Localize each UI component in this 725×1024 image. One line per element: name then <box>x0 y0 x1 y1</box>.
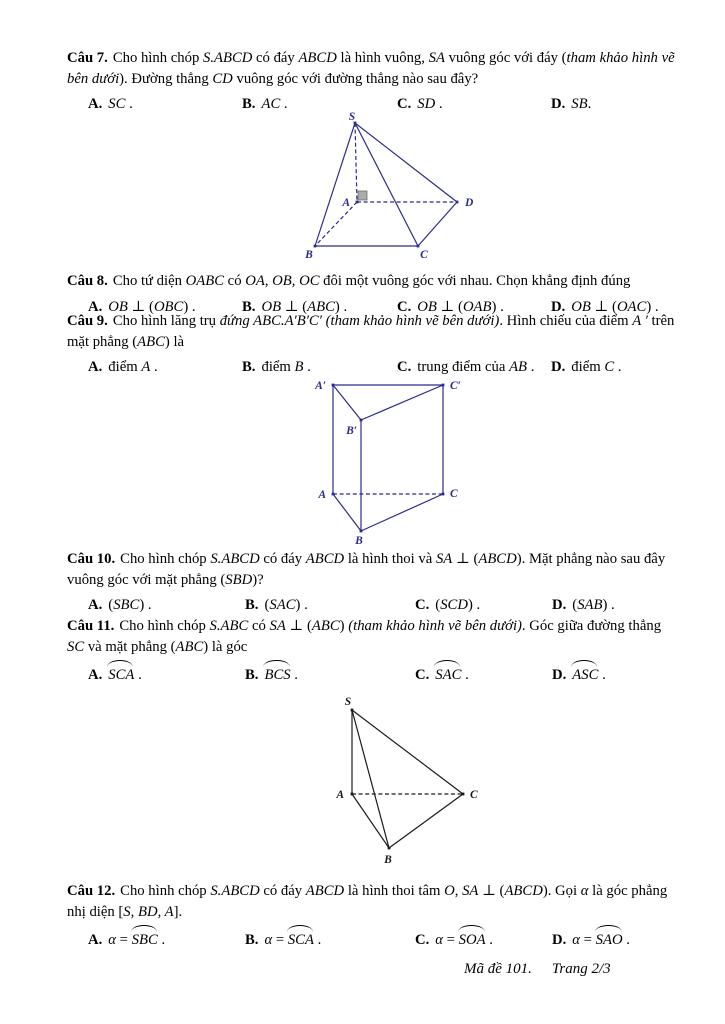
option-text: . <box>157 932 166 949</box>
stem-run: )? <box>252 571 264 588</box>
stem-run: ABC <box>175 638 204 655</box>
stem-run: S.ABCD <box>202 50 253 66</box>
stem-run: , <box>291 273 300 289</box>
stem-run: Cho hình lăng trụ <box>112 313 220 329</box>
stem-line <box>67 332 685 353</box>
answer-option <box>245 594 415 616</box>
stem-run: ABCD <box>305 883 345 899</box>
edge-SB <box>352 710 389 848</box>
stem-line <box>67 69 685 90</box>
option-text: . <box>280 96 288 113</box>
stem-run: là góc phẳng <box>588 883 668 899</box>
options-row <box>88 356 685 378</box>
option-text: C <box>604 359 615 376</box>
stem-run: S, BD, A <box>123 903 174 920</box>
vertex-dot-B′ <box>360 419 363 422</box>
page-footer <box>464 961 611 978</box>
option-letter: B. <box>242 359 256 376</box>
question-q7 <box>67 48 685 115</box>
stem-run: OB <box>272 273 292 289</box>
stem-run: trên <box>647 313 675 329</box>
stem-run: , <box>454 883 463 899</box>
question-number-label: Câu 11. <box>67 618 115 634</box>
option-letter: D. <box>551 298 566 315</box>
vertex-label-A: A <box>318 489 326 501</box>
option-text: . <box>150 359 158 376</box>
option-text: . <box>134 667 142 684</box>
edge-SD <box>355 123 457 202</box>
answer-option <box>242 356 397 378</box>
stem-line <box>67 311 685 332</box>
stem-run: vuông góc với đường thẳng nào sau đây? <box>232 70 479 87</box>
answer-option <box>88 661 245 686</box>
option-text: SB <box>571 96 588 113</box>
option-text: α <box>264 932 273 949</box>
vertex-dot-B <box>314 245 317 248</box>
stem-run: ABC <box>311 618 340 634</box>
option-text: SD <box>417 96 436 113</box>
option-text: SC <box>108 96 126 113</box>
question-q12 <box>67 881 685 951</box>
option-text: ( <box>435 597 441 614</box>
stem-run: có <box>248 618 270 634</box>
options-row <box>88 926 685 951</box>
edge-SA <box>355 123 357 202</box>
option-text: SCD <box>440 597 468 614</box>
stem-run: ]. <box>173 903 183 920</box>
right-angle-marker <box>358 191 367 200</box>
vertex-dot-A <box>332 493 335 496</box>
stem-run: SA <box>428 50 445 66</box>
stem-run: OA <box>245 273 265 289</box>
stem-run: có đáy <box>252 50 299 66</box>
vertex-dot-S <box>351 709 354 712</box>
vertex-label-B′: B′ <box>346 425 357 437</box>
option-text: ) . <box>295 597 308 614</box>
option-text: OBC <box>153 298 184 315</box>
vertex-label-C′: C′ <box>450 380 461 392</box>
prism-ABC-A'B'C'-figure-svg <box>313 376 471 550</box>
option-letter: A. <box>88 298 103 315</box>
option-text: ) . <box>183 298 196 315</box>
stem-run: . Hình chiếu của điểm <box>499 313 633 329</box>
stem-run: vuông góc với mặt phẳng ( <box>67 571 226 588</box>
option-text: ) . <box>334 298 348 315</box>
vertex-dot-C <box>417 245 420 248</box>
option-text: = <box>272 932 288 949</box>
edge-CD <box>418 202 457 246</box>
option-letter: A. <box>88 932 103 949</box>
stem-run: Cho hình chóp <box>119 618 210 634</box>
edge-A′B′ <box>333 385 361 420</box>
stem-run: ⊥ ( <box>478 883 505 899</box>
option-letter: B. <box>242 96 256 113</box>
stem-run: ABCD <box>478 551 517 567</box>
option-text: = <box>116 932 132 949</box>
pyramid-SABC-figure <box>328 694 490 875</box>
option-letter: B. <box>245 597 259 614</box>
stem-run: đứng ABC.A′B′C′ (tham khảo hình vẽ bên dưới) <box>219 313 500 329</box>
option-letter: B. <box>245 932 259 949</box>
option-text: ) . <box>139 597 152 614</box>
answer-option <box>88 926 245 951</box>
option-text: α <box>435 932 443 949</box>
vertex-label-S: S <box>348 111 356 123</box>
answer-option <box>245 661 415 686</box>
vertex-label-A: A <box>342 197 350 209</box>
stem-run: O <box>444 883 455 899</box>
stem-run: S.ABC <box>209 618 249 634</box>
stem-line <box>67 570 685 591</box>
stem-run: bên dưới <box>67 70 120 87</box>
option-text: = <box>580 932 596 949</box>
answer-option <box>88 93 242 115</box>
vertex-label-A: A <box>336 789 344 801</box>
option-text: ( <box>572 597 578 614</box>
stem-run: có đáy <box>259 883 306 899</box>
edge-B′C′ <box>361 385 443 420</box>
option-text: . <box>622 932 630 949</box>
option-letter: A. <box>88 667 103 684</box>
answer-option <box>415 661 552 686</box>
vertex-label-B: B <box>305 249 313 261</box>
stem-run: OC <box>299 273 320 289</box>
answer-option <box>245 926 415 951</box>
option-text: ⊥ ( <box>436 298 463 315</box>
angle-name: SOA <box>459 926 486 951</box>
stem-run: ) <box>339 618 349 634</box>
pyramid-SABCD-figure <box>288 110 488 267</box>
stem-run: SA <box>269 618 286 634</box>
vertex-dot-C <box>442 493 445 496</box>
option-text: ⊥ ( <box>127 298 154 315</box>
vertex-dot-A′ <box>332 384 335 387</box>
option-text: OB <box>261 298 282 315</box>
stem-run: ) là góc <box>203 638 248 655</box>
option-letter: C. <box>415 932 430 949</box>
answer-option <box>551 356 685 378</box>
option-letter: B. <box>245 667 259 684</box>
vertex-label-B: B <box>384 854 392 866</box>
answer-option <box>552 661 685 686</box>
option-text: . <box>290 667 298 684</box>
angle-name: ASC <box>572 661 598 686</box>
option-text: α <box>572 932 580 949</box>
vertex-label-A′: A′ <box>315 380 326 392</box>
option-text: ⊥ ( <box>281 298 308 315</box>
stem-line <box>67 902 685 923</box>
stem-line <box>67 616 685 637</box>
stem-run: ABCD <box>305 551 345 567</box>
option-text: SBC <box>113 597 140 614</box>
option-text: . <box>435 96 443 113</box>
stem-run: vuông góc với đáy ( <box>444 50 567 66</box>
stem-run: ). Gọi <box>542 883 581 899</box>
answer-option <box>415 926 552 951</box>
answer-option <box>551 93 685 115</box>
question-q11 <box>67 616 685 686</box>
vertex-label-C: C <box>470 789 478 801</box>
question-number-label: Câu 10. <box>67 551 116 567</box>
answer-option <box>88 594 245 616</box>
edge-SC <box>352 710 463 794</box>
stem-run: tham khảo hình vẽ <box>566 50 675 66</box>
edge-SC <box>355 123 418 246</box>
angle-name: SCA <box>288 926 314 951</box>
option-letter: D. <box>551 359 566 376</box>
question-q9 <box>67 311 685 378</box>
option-text: SAC <box>269 597 296 614</box>
edge-AB <box>352 794 389 848</box>
option-text: điểm <box>571 359 605 376</box>
vertex-dot-A <box>356 201 359 204</box>
option-letter: D. <box>551 96 566 113</box>
stem-run: SBD <box>225 571 253 588</box>
stem-run: ). Mặt phẳng nào sau đây <box>516 551 666 567</box>
pyramid-SABC-figure-svg <box>328 694 490 870</box>
stem-run: A ′ <box>632 313 648 329</box>
option-letter: D. <box>552 932 567 949</box>
option-text: ( <box>264 597 270 614</box>
stem-run: là hình vuông, <box>336 50 429 66</box>
stem-run: đôi một vuông góc với nhau. Chọn khẳng định đúng <box>319 273 631 289</box>
option-text: điểm <box>108 359 142 376</box>
option-text: SAB <box>577 597 603 614</box>
option-text: OB <box>571 298 591 315</box>
angle-name: SBC <box>132 926 158 951</box>
pyramid-SABCD-figure-svg <box>288 110 488 262</box>
stem-run: ABCD <box>298 50 337 66</box>
answer-option <box>415 594 552 616</box>
option-letter: C. <box>415 597 430 614</box>
vertex-label-C: C <box>450 488 458 500</box>
stem-run: mặt phẳng ( <box>67 333 138 350</box>
option-letter: C. <box>397 298 412 315</box>
vertex-label-B: B <box>355 535 363 547</box>
question-q10 <box>67 549 685 616</box>
vertex-label-S: S <box>344 696 352 708</box>
option-text: . <box>461 667 469 684</box>
question-number-label: Câu 9. <box>67 313 108 329</box>
stem-run: có <box>224 273 246 289</box>
option-letter: C. <box>397 96 412 113</box>
answer-option <box>397 356 551 378</box>
stem-run: Cho hình chóp <box>112 50 203 66</box>
stem-run: ). Đường thẳng <box>119 70 213 87</box>
stem-run: S.ABCD <box>210 883 260 899</box>
option-text: . <box>303 359 311 376</box>
option-text: OB <box>108 298 128 315</box>
option-letter: A. <box>88 96 103 113</box>
stem-run: ⊥ ( <box>285 618 312 634</box>
stem-run: (tham khảo hình vẽ bên dưới) <box>348 618 522 634</box>
option-letter: A. <box>88 597 103 614</box>
edge-AB <box>315 202 357 246</box>
option-text: ⊥ ( <box>590 298 617 315</box>
question-number-label: Câu 12. <box>67 883 116 899</box>
stem-run: là hình thoi và <box>344 551 436 567</box>
vertex-dot-B <box>388 847 391 850</box>
stem-run: có đáy <box>259 551 306 567</box>
stem-run: ) là <box>164 333 185 350</box>
stem-run: S.ABCD <box>210 551 260 567</box>
question-number-label: Câu 8. <box>67 273 108 289</box>
option-text: = <box>443 932 459 949</box>
option-text: . <box>614 359 622 376</box>
option-text: ) . <box>646 298 659 315</box>
angle-name: SCA <box>108 661 134 686</box>
edge-AB <box>333 494 361 531</box>
vertex-label-C: C <box>420 249 428 261</box>
option-text: ) . <box>467 597 481 614</box>
option-text: α <box>108 932 116 949</box>
stem-line <box>67 637 685 658</box>
option-text: . <box>125 96 133 113</box>
option-text: . <box>598 667 606 684</box>
option-text: trung điểm của <box>417 359 510 376</box>
stem-run: và mặt phẳng ( <box>84 638 176 655</box>
edge-BC <box>389 794 463 848</box>
vertex-dot-A <box>351 793 354 796</box>
vertex-dot-C <box>462 793 465 796</box>
stem-run: ABCD <box>504 883 543 899</box>
page-number: Trang 2/3 <box>551 961 611 977</box>
answer-option <box>552 926 685 951</box>
prism-ABC-A'B'C'-figure <box>313 376 471 555</box>
stem-line <box>67 48 685 69</box>
option-letter: D. <box>552 667 567 684</box>
option-letter: D. <box>552 597 567 614</box>
stem-run: Cho hình chóp <box>120 551 211 567</box>
option-text: . <box>485 932 493 949</box>
option-letter: B. <box>242 298 256 315</box>
stem-run: là hình thoi tâm <box>344 883 445 899</box>
stem-run: α <box>580 883 589 899</box>
stem-run: nhị diện [ <box>67 903 124 920</box>
option-letter: C. <box>397 359 412 376</box>
angle-name: BCS <box>264 661 290 686</box>
option-text: . <box>313 932 322 949</box>
option-text: ABC <box>307 298 335 315</box>
angle-name: SAC <box>435 661 461 686</box>
edge-SB <box>315 123 355 246</box>
option-text: B <box>294 359 304 376</box>
stem-run: SC <box>67 638 85 655</box>
option-letter: A. <box>88 359 103 376</box>
edge-BC <box>361 494 443 531</box>
option-text: ) . <box>602 597 615 614</box>
stem-run: , <box>264 273 273 289</box>
answer-option <box>552 594 685 616</box>
answer-option <box>88 356 242 378</box>
option-text: OB <box>417 298 437 315</box>
stem-line <box>67 271 685 292</box>
option-text: OAC <box>616 298 647 315</box>
option-text: . <box>587 96 592 113</box>
stem-run: ⊥ ( <box>452 551 479 567</box>
option-text: ) . <box>491 298 504 315</box>
option-letter: C. <box>415 667 430 684</box>
vertex-label-D: D <box>465 197 474 209</box>
angle-name: SAO <box>596 926 623 951</box>
option-text: A <box>141 359 151 376</box>
stem-run: Cho hình chóp <box>120 883 211 899</box>
options-row <box>88 661 685 686</box>
exam-code: Mã đề 101. <box>464 961 532 977</box>
option-text: điểm <box>261 359 295 376</box>
stem-run: Cho tứ diện <box>112 273 186 289</box>
options-row <box>88 594 685 616</box>
option-text: . <box>527 359 535 376</box>
stem-run: SA <box>462 883 479 899</box>
stem-run: . Góc giữa đường thẳng <box>521 618 662 634</box>
stem-run: CD <box>212 70 233 87</box>
stem-run: ABC <box>137 333 165 350</box>
vertex-dot-C′ <box>442 384 445 387</box>
question-number-label: Câu 7. <box>67 50 108 66</box>
option-text: AC <box>261 96 281 113</box>
option-text: ( <box>108 597 114 614</box>
stem-run: SA <box>435 551 453 567</box>
option-text: OAB <box>462 298 492 315</box>
option-text: AB <box>509 359 528 376</box>
stem-line <box>67 881 685 902</box>
vertex-dot-D <box>456 201 459 204</box>
vertex-dot-B <box>360 530 363 533</box>
stem-run: OABC <box>185 273 224 289</box>
